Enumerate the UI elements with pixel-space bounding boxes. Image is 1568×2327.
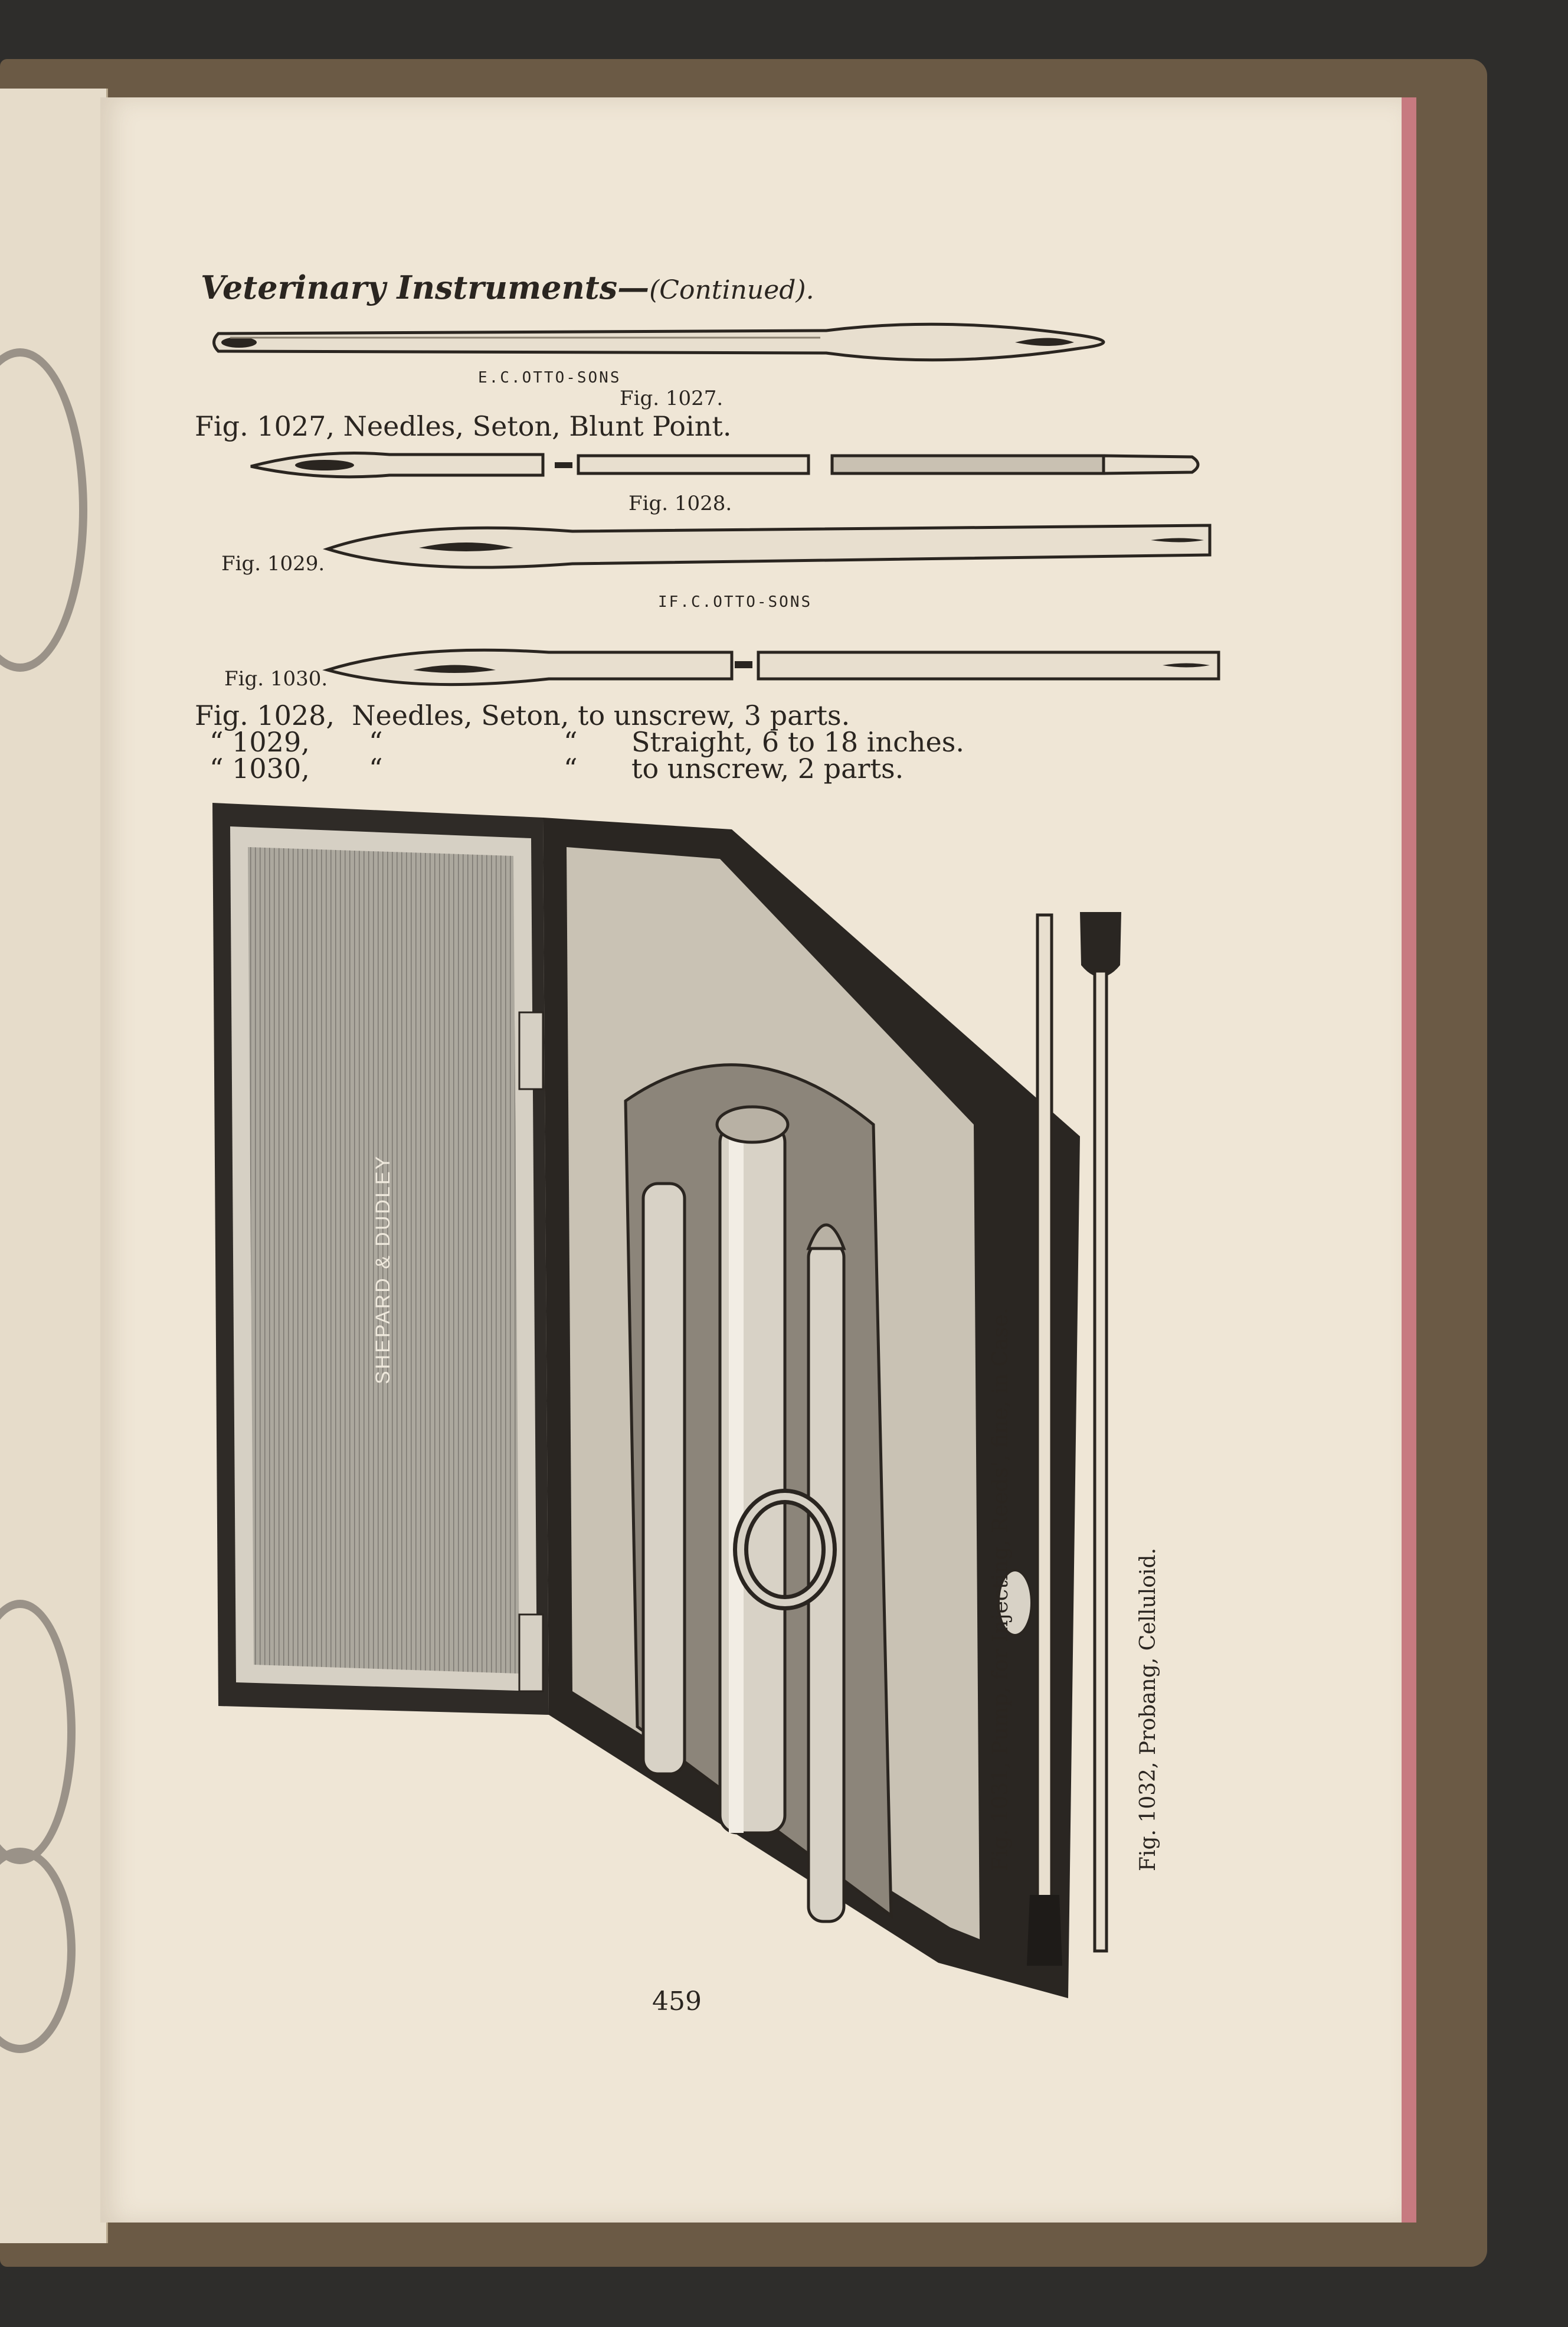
fig-1030-needle-illustration: [325, 638, 1233, 697]
fig-1031-pump-hose-illustration: [1027, 915, 1062, 1978]
left-page-fragment: [0, 89, 108, 2243]
fig-1028-label: Fig. 1028.: [628, 492, 732, 515]
fig-1029-label: Fig. 1029.: [221, 552, 325, 576]
fig-1027-maker-mark: E.C.OTTO-SONS: [478, 369, 621, 387]
fig-1029-maker-mark: IF.C.OTTO-SONS: [658, 593, 813, 611]
fig-1031-caption: Fig. 1031, Pump, for Injecting, Reeds', fine, in Case.: [988, 1308, 1013, 1871]
scissors-ring-lower: [0, 1848, 76, 2053]
fig-1029-needle-illustration: [325, 514, 1222, 579]
fig-1027-caption: Fig. 1027, Needles, Seton, Blunt Point.: [195, 410, 732, 442]
description-line-1030: “ 1030, “ “ to unscrew, 2 parts.: [209, 753, 904, 785]
fig-1027-needle-illustration: [207, 307, 1127, 378]
fig-1031-pump-case-illustration: [212, 794, 1098, 2004]
page-title: Veterinary Instruments—(Continued).: [201, 269, 814, 306]
description-line-1029: “ 1029, “ “ Straight, 6 to 18 inches.: [209, 726, 964, 758]
scissors-ring-top: [0, 348, 87, 672]
scissors-ring-bottom: [0, 1600, 76, 1864]
fig-1030-label: Fig. 1030.: [224, 667, 328, 691]
fig-1032-probang-illustration: [1074, 912, 1127, 1963]
description-line-1028: Fig. 1028, Needles, Seton, to unscrew, 3 parts.: [195, 700, 850, 731]
fig-1027-label: Fig. 1027.: [620, 387, 724, 410]
fig-1032-caption: Fig. 1032, Probang, Celluloid.: [1136, 1548, 1160, 1871]
fig-1028-needle-illustration: [248, 443, 1204, 484]
case-brand-mark: SHEPARD & DUDLEY: [372, 1154, 394, 1384]
page-number: 459: [652, 1986, 702, 2016]
catalog-page: [100, 97, 1402, 2223]
